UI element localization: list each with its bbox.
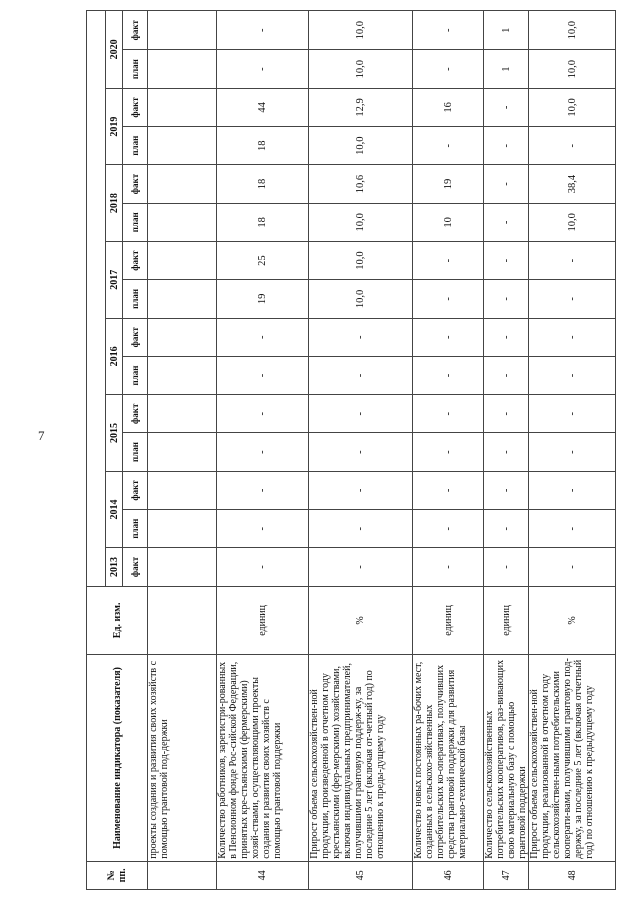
rotated-table-page (86, 10, 595, 890)
value-cell: - (484, 241, 529, 279)
table-row (413, 11, 484, 890)
value-cell: - (484, 433, 529, 471)
value-cell: - (413, 395, 484, 433)
fact-header: факт (123, 241, 148, 279)
value-cell: 19 (413, 165, 484, 203)
indicator-name: проекты создания и развития своих хозяйств с помощью грантовой под-держки (148, 655, 217, 862)
year-header-2015: 2015 (106, 395, 123, 472)
year-header-2020: 2020 (106, 11, 123, 89)
value-cell (148, 510, 217, 548)
value-cell: - (484, 280, 529, 318)
value-cell: 10,0 (309, 203, 413, 241)
value-cell: - (413, 50, 484, 88)
value-cell: - (217, 395, 309, 433)
value-cell: - (484, 88, 529, 126)
value-cell: 18 (217, 165, 309, 203)
value-cell: - (217, 548, 309, 586)
value-cell (148, 548, 217, 586)
value-cell: - (309, 395, 413, 433)
unit-cell: единиц (217, 586, 309, 655)
value-cell: 10,0 (529, 11, 616, 50)
value-cell: 10,0 (529, 88, 616, 126)
value-cell: - (413, 433, 484, 471)
table-row (148, 11, 217, 890)
unit-cell: % (309, 586, 413, 655)
indicator-name: Количество новых постоянных ра-бочих мест, созданных в сельскохо-зяйственных потребительских ко-оперативах, получивших средства грантовой поддержки для развития материально-технической базы (413, 655, 484, 862)
col-unit-header: Ед. изм. (87, 586, 148, 655)
value-cell: 10 (413, 203, 484, 241)
col-name-header: Наименование индикатора (показателя) (87, 655, 148, 862)
value-cell: - (413, 11, 484, 50)
value-cell: - (484, 471, 529, 509)
unit-cell: единиц (413, 586, 484, 655)
value-cell: - (413, 548, 484, 586)
value-cell: - (529, 318, 616, 356)
value-cell: - (484, 356, 529, 394)
value-cell: - (413, 356, 484, 394)
value-cell: - (217, 50, 309, 88)
unit-cell: % (529, 586, 616, 655)
plan-header: план (123, 356, 148, 394)
value-cell: - (484, 165, 529, 203)
value-cell: - (217, 356, 309, 394)
year-header-2013: 2013 (106, 548, 123, 586)
value-cell: - (413, 280, 484, 318)
value-cell: - (529, 127, 616, 165)
value-cell: - (484, 548, 529, 586)
fact-header: факт (123, 395, 148, 433)
unit-cell (148, 586, 217, 655)
value-cell: 16 (413, 88, 484, 126)
value-cell: - (217, 510, 309, 548)
indicators-table (86, 10, 616, 890)
value-cell: - (413, 510, 484, 548)
year-header-2016: 2016 (106, 318, 123, 395)
table-row (529, 11, 616, 890)
value-cell: - (529, 356, 616, 394)
value-cell: - (309, 548, 413, 586)
year-header-2014: 2014 (106, 471, 123, 548)
plan-header: план (123, 510, 148, 548)
indicator-name: Прирост объема сельскохозяйствен-ной продукции, произведенной в отчетном году крестьянскими (фер-мерскими) хозяйствами, включая индивидуальных предпринимателей, получившими грантовую поддерж-ку, за последние 5 лет (включая от-четный год) по отношению к преды-дущему году (309, 655, 413, 862)
page-number: 7 (38, 428, 45, 443)
table-row (309, 11, 413, 890)
fact-header: факт (123, 548, 148, 586)
value-cell (148, 127, 217, 165)
value-cell: 10,0 (529, 50, 616, 88)
col-no-header: № пп. (87, 861, 148, 889)
value-cell: 1 (484, 50, 529, 88)
value-cell: - (484, 395, 529, 433)
value-cell: - (484, 203, 529, 241)
value-cell: - (413, 471, 484, 509)
value-cell: - (217, 11, 309, 50)
value-cell (148, 88, 217, 126)
fact-header: факт (123, 88, 148, 126)
plan-header: план (123, 127, 148, 165)
row-number: 44 (217, 861, 309, 889)
value-cell (148, 241, 217, 279)
value-cell: 19 (217, 280, 309, 318)
value-cell: - (217, 471, 309, 509)
value-cell: 38,4 (529, 165, 616, 203)
value-cell: 10,0 (309, 50, 413, 88)
plan-header: план (123, 50, 148, 88)
value-cell: - (309, 510, 413, 548)
indicator-name: Прирост объема сельскохозяйствен-ной продукции, реализованной в отчетном году сельскохозяйствен-ными потребительскими кооперати-вами, получившими грантовую под-держку, за последние 5 лет (включая отчетный год) по отношению к предыдущему году (529, 655, 616, 862)
value-cell: 10,0 (309, 11, 413, 50)
plan-header: план (123, 433, 148, 471)
indicator-name: Количество сельскохозяйственных потребительских кооперативов, раз-вивающих свою материальную базу с помощью грантовой поддержки (484, 655, 529, 862)
row-number: 48 (529, 861, 616, 889)
value-cell (148, 203, 217, 241)
value-cell (148, 11, 217, 50)
years-header-band (87, 11, 106, 587)
indicators-table-body (148, 11, 616, 890)
value-cell: 10,0 (309, 280, 413, 318)
value-cell (148, 318, 217, 356)
value-cell: - (217, 433, 309, 471)
fact-header: факт (123, 318, 148, 356)
value-cell (148, 395, 217, 433)
fact-header: факт (123, 471, 148, 509)
value-cell: - (529, 548, 616, 586)
row-number: 47 (484, 861, 529, 889)
value-cell: - (484, 510, 529, 548)
value-cell: 10,0 (309, 241, 413, 279)
value-cell: - (309, 433, 413, 471)
value-cell: - (413, 318, 484, 356)
indicator-name: Количество работников, зарегистри-рованных в Пенсионном фонде Рос-сийской Федерации, принятых кре-стьянскими (фермерскими) хозяй-ствами, осуществляющими проекты создания и развития своих хозяйств с помощью грантовой поддержки (217, 655, 309, 862)
value-cell (148, 471, 217, 509)
value-cell: 10,6 (309, 165, 413, 203)
value-cell: 18 (217, 203, 309, 241)
year-header-2019: 2019 (106, 88, 123, 165)
value-cell (148, 433, 217, 471)
value-cell: 10,0 (309, 127, 413, 165)
plan-header: план (123, 203, 148, 241)
table-row (484, 11, 529, 890)
table-row (217, 11, 309, 890)
value-cell: 12,9 (309, 88, 413, 126)
value-cell (148, 280, 217, 318)
value-cell: 10,0 (529, 203, 616, 241)
year-header-2018: 2018 (106, 165, 123, 242)
value-cell: - (309, 356, 413, 394)
year-header-2017: 2017 (106, 241, 123, 318)
value-cell (148, 50, 217, 88)
fact-header: факт (123, 165, 148, 203)
plan-header: план (123, 280, 148, 318)
value-cell: - (309, 471, 413, 509)
value-cell: - (529, 471, 616, 509)
value-cell: 18 (217, 127, 309, 165)
value-cell: 44 (217, 88, 309, 126)
value-cell: - (529, 433, 616, 471)
value-cell: - (484, 127, 529, 165)
value-cell: - (413, 241, 484, 279)
value-cell: 1 (484, 11, 529, 50)
value-cell: - (217, 318, 309, 356)
unit-cell: единиц (484, 586, 529, 655)
row-number: 45 (309, 861, 413, 889)
value-cell (148, 165, 217, 203)
value-cell: 25 (217, 241, 309, 279)
value-cell: - (413, 127, 484, 165)
value-cell (148, 356, 217, 394)
value-cell: - (529, 510, 616, 548)
fact-header: факт (123, 11, 148, 50)
value-cell: - (529, 280, 616, 318)
row-number (148, 861, 217, 889)
value-cell: - (529, 395, 616, 433)
value-cell: - (309, 318, 413, 356)
row-number: 46 (413, 861, 484, 889)
value-cell: - (529, 241, 616, 279)
value-cell: - (484, 318, 529, 356)
